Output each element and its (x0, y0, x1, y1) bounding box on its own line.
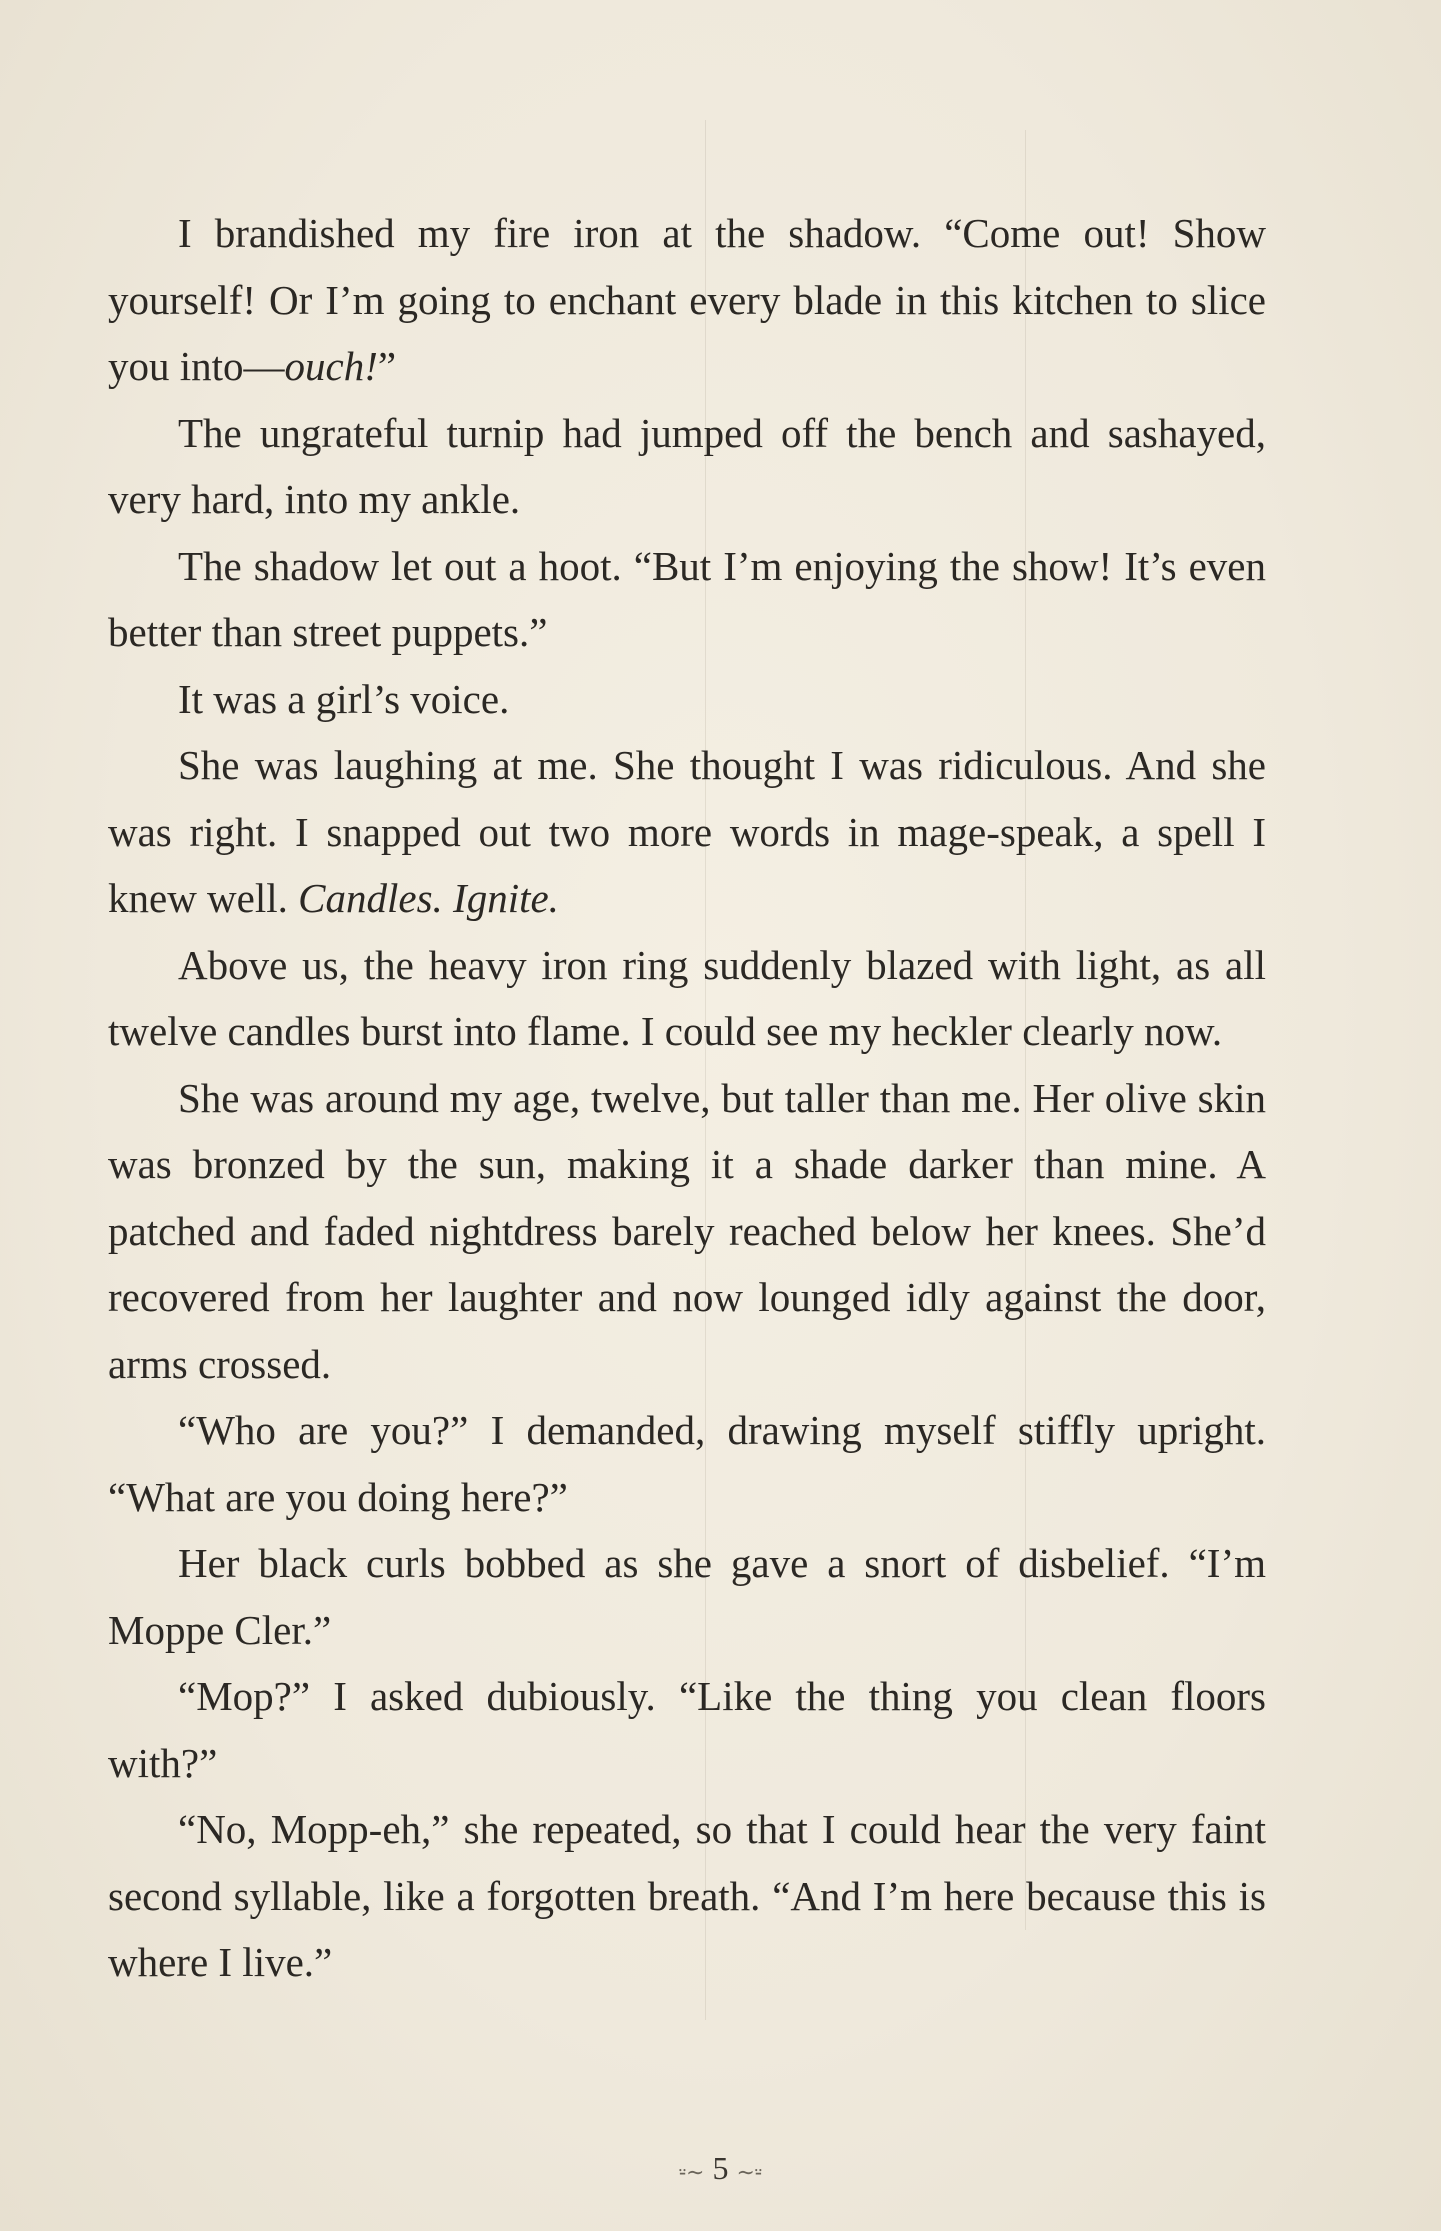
paragraph-text: The shadow let out a hoot. “But I’m enjoying the show! It’s even better than street puppets.” (108, 542, 1266, 655)
paragraph (108, 1530, 1266, 1663)
paragraph (108, 1796, 1266, 1996)
page-number-footer (0, 2150, 1441, 2187)
paragraph (108, 732, 1266, 932)
paragraph (108, 932, 1266, 1065)
paragraph-text: It was a girl’s voice. (178, 675, 510, 722)
paragraph (108, 200, 1266, 400)
paragraph (108, 400, 1266, 533)
paragraph-text: “Who are you?” I demanded, drawing myself stiffly upright. “What are you doing here?” (108, 1407, 1266, 1520)
paragraph-text: Above us, the heavy iron ring suddenly blazed with light, as all twelve candles burst into flame. I could see my heckler clearly now. (108, 941, 1266, 1054)
paragraph-text: I brandished my fire iron at the shadow. “Come out! Show yourself! Or I’m going to enchant every blade in this kitchen to slice you into— (108, 210, 1266, 389)
paragraph-text: “Mop?” I asked dubiously. “Like the thing you clean floors with?” (108, 1673, 1266, 1786)
paragraph-text: Her black curls bobbed as she gave a snort of disbelief. “I’m Moppe Cler.” (108, 1540, 1266, 1653)
folio-ornament-left: ⸚∼ (678, 2159, 705, 2185)
paragraph (108, 1065, 1266, 1398)
italic-text: Candles. Ignite. (298, 875, 559, 921)
italic-text: ouch! (284, 343, 378, 389)
paragraph-text: “No, Mopp-eh,” she repeated, so that I could hear the very faint second syllable, like a forgotten breath. “And I’m here because this is where I live.” (108, 1806, 1266, 1985)
folio-ornament-right: ∼⸚ (736, 2159, 763, 2185)
paragraph (108, 533, 1266, 666)
paragraph (108, 1397, 1266, 1530)
paragraph (108, 666, 1266, 733)
body-text (108, 200, 1266, 1996)
paragraph-text: She was laughing at me. She thought I was ridiculous. And she was right. I snapped out two more words in mage-speak, a spell I knew well. (108, 742, 1266, 921)
paragraph-text: The ungrateful turnip had jumped off the bench and sashayed, very hard, into my ankle. (108, 409, 1266, 522)
paragraph-text: ” (377, 343, 397, 389)
paragraph (108, 1663, 1266, 1796)
page-number: 5 (712, 2150, 729, 2186)
paragraph-text: She was around my age, twelve, but taller than me. Her olive skin was bronzed by the sun, making it a shade darker than mine. A patched and faded nightdress barely reached below her knees. She’d recovered from her laughter and now lounged idly against the door, arms crossed. (108, 1074, 1266, 1387)
